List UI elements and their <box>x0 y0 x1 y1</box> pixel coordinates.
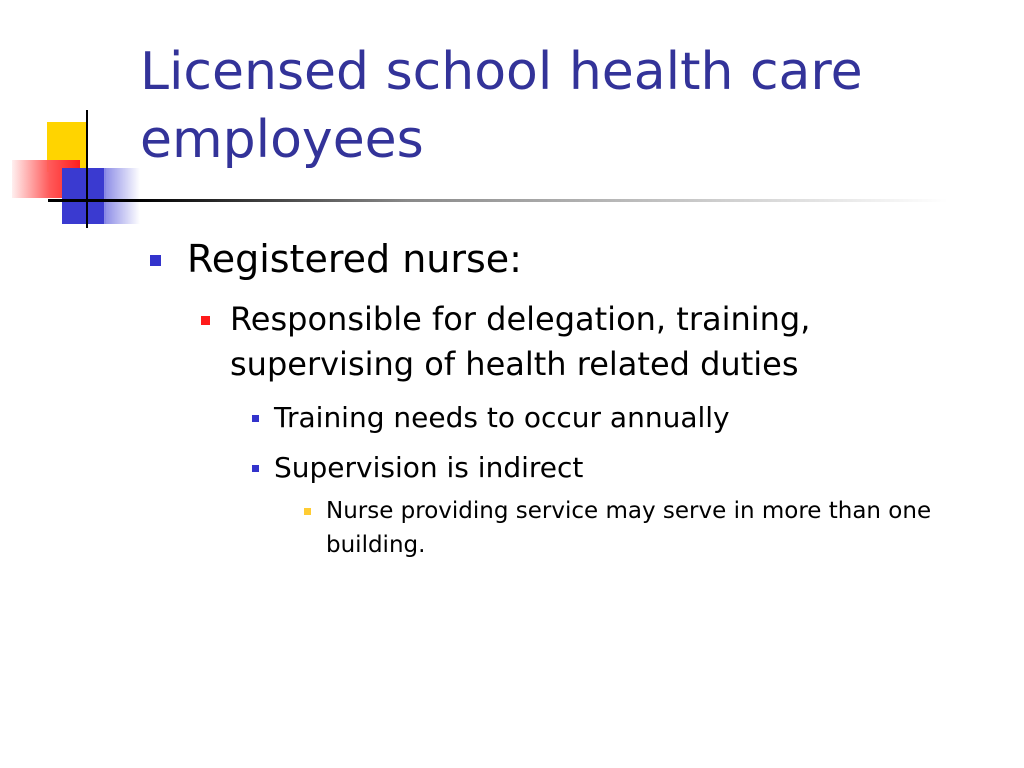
bullet-text: Nurse providing service may serve in more than one building. <box>326 498 932 558</box>
bullet-level1 <box>150 234 970 284</box>
bullet-text: Training needs to occur annually <box>274 401 730 434</box>
slide-title: Licensed school health care employees <box>140 42 863 170</box>
square-bullet-icon <box>150 255 161 266</box>
square-bullet-icon <box>252 465 259 472</box>
bullet-text: Supervision is indirect <box>274 451 584 484</box>
bullet-text: Registered nurse: <box>187 237 522 281</box>
square-bullet-icon <box>201 316 210 325</box>
bullet-level3 <box>252 398 952 438</box>
square-bullet-icon <box>252 415 259 422</box>
square-bullet-icon <box>304 508 311 515</box>
bullet-level2 <box>201 297 961 387</box>
bullet-level4 <box>304 494 1004 562</box>
bullet-text: Responsible for delegation, training, supervising of health related duties <box>230 300 811 383</box>
bullet-level3 <box>252 448 952 488</box>
